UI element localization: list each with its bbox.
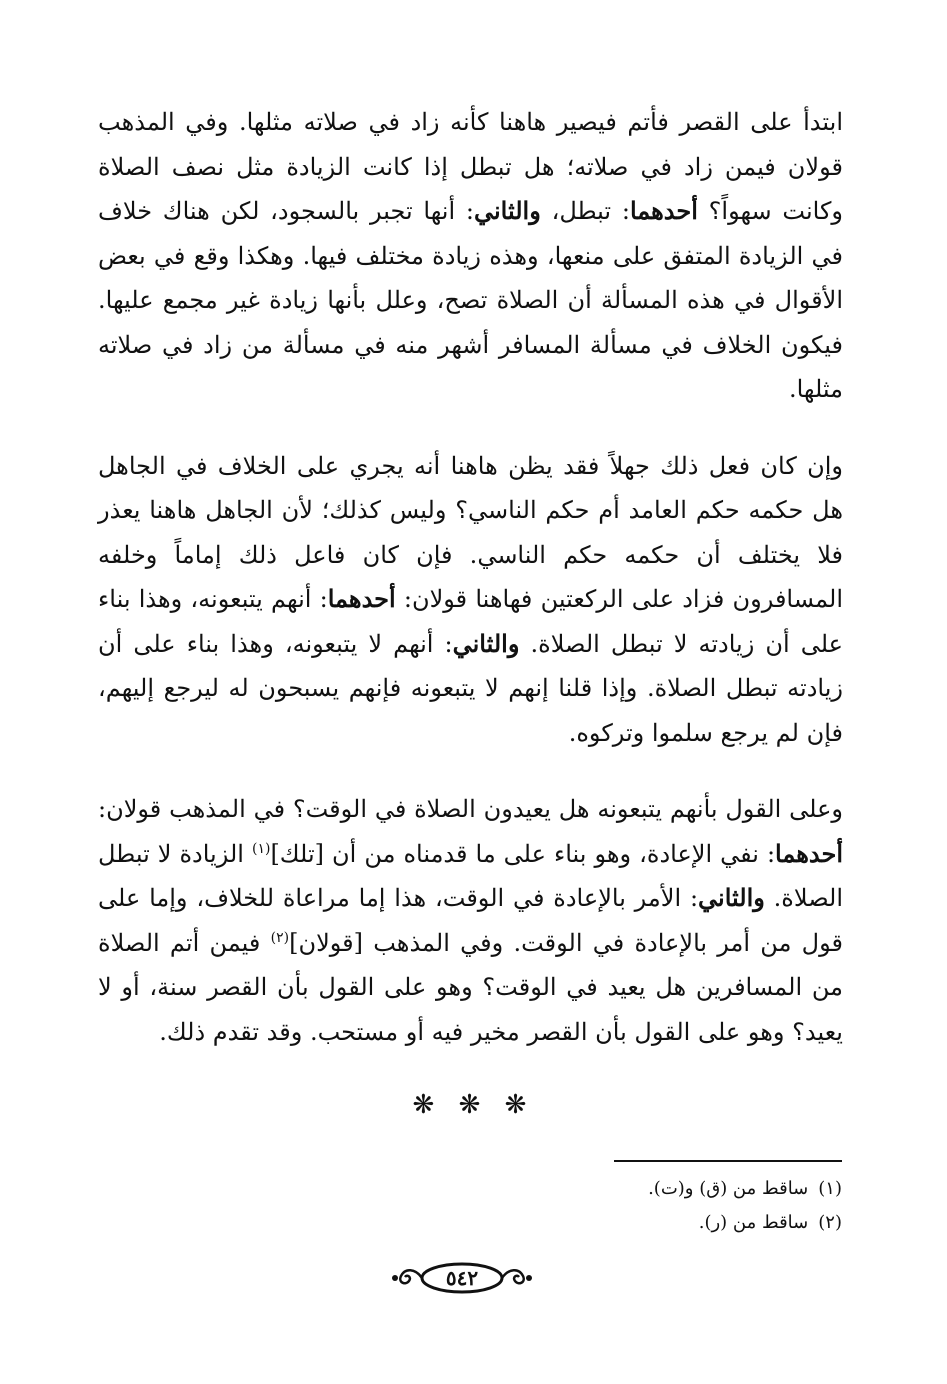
paragraph <box>98 100 843 412</box>
footnote-divider <box>614 1160 842 1162</box>
footnote <box>380 1172 842 1206</box>
bold-term: أحدهما <box>327 584 396 613</box>
text-run: : تبطل، <box>540 197 630 225</box>
bold-term: أحدهما <box>629 196 698 225</box>
footnote-text: ساقط من (ر). <box>698 1212 809 1233</box>
paragraph <box>98 444 843 756</box>
bold-term: والثاني <box>473 196 541 225</box>
bold-term: أحدهما <box>775 838 843 868</box>
section-separator: ❋ ❋ ❋ <box>412 1090 535 1120</box>
text-run: : الأمر بالإعادة في الوقت، هذا إما مراعاة للخلاف، وإما على قول من أمر بالإعادة في الوقت. وفي المذهب [قولان] <box>98 884 843 957</box>
footnote-ref: (١) <box>251 840 271 857</box>
text-run: : أنهم يتبعونه، وهذا بناء على أن زيادته لا تبطل الصلاة. <box>98 585 843 658</box>
footnote-text: ساقط من (ق) و(ت). <box>648 1178 809 1199</box>
text-run: وإن كان فعل ذلك جهلاً فقد يظن هاهنا أنه يجري على الخلاف في الجاهل هل حكمه حكم العامد أم حكم الناسي؟ وليس كذلك؛ لأن الجاهل هاهنا يعذر فلا يختلف أن حكمه حكم الناسي. فإن كان فاعل ذلك إماماً وخلفه المسافرون فزاد على الركعتين فهاهنا قولان: <box>98 451 843 613</box>
page-number-ornament <box>387 1260 537 1296</box>
text-run: فيمن أتم الصلاة من المسافرين هل يعيد في الوقت؟ وهو على القول بأن القصر سنة، أو لا يعيد؟ وهو على القول بأن القصر مخير فيه أو مستحب. وقد تقدم ذلك. <box>98 928 843 1046</box>
page-number: ٥٤٢ <box>445 1266 479 1290</box>
text-run: : أنها تجبر بالسجود، لكن هناك خلاف في الزيادة المتفق على منعها، وهذه زيادة مختلف فيها. وهكذا وقع في بعض الأقوال في هذه المسألة أن الصلاة تصح، وعلل بأنها زيادة غير مجمع عليها. فيكون الخلاف في مسألة المسافر أشهر منه في مسألة من زاد في صلاته مثلها. <box>98 197 843 403</box>
text-run: وعلى القول بأنهم يتبعونه هل يعيدون الصلاة في الوقت؟ في المذهب قولان: <box>98 795 844 823</box>
bold-term: والثاني <box>452 628 520 658</box>
text-run: : أنهم لا يتبعونه، وهذا بناء على أن زيادته تبطل الصلاة. وإذا قلنا إنهم لا يتبعونه فإنهم يسبحون له ليرجع إليهم، فإن لم يرجع سلموا وتركوه. <box>98 629 843 747</box>
text-run: : نفي الإعادة، وهو بناء على ما قدمناه من أن [تلك] <box>270 839 776 868</box>
footnote-ref: (٢) <box>270 929 290 946</box>
footnote <box>380 1206 842 1240</box>
footnotes <box>380 1172 842 1240</box>
text-run: الزيادة لا تبطل الصلاة. <box>98 839 843 912</box>
bold-term: والثاني <box>698 883 765 912</box>
paragraph <box>98 787 843 1054</box>
page-body <box>98 100 843 1054</box>
footnote-number: (٢) <box>818 1212 842 1233</box>
footnote-number: (١) <box>818 1178 842 1199</box>
text-run: ابتدأ على القصر فأتم فيصير هاهنا كأنه زاد في صلاته مثلها. وفي المذهب قولان فيمن زاد في صلاته؛ هل تبطل إذا كانت الزيادة مثل نصف الصلاة وكانت سهواً؟ <box>98 108 843 225</box>
